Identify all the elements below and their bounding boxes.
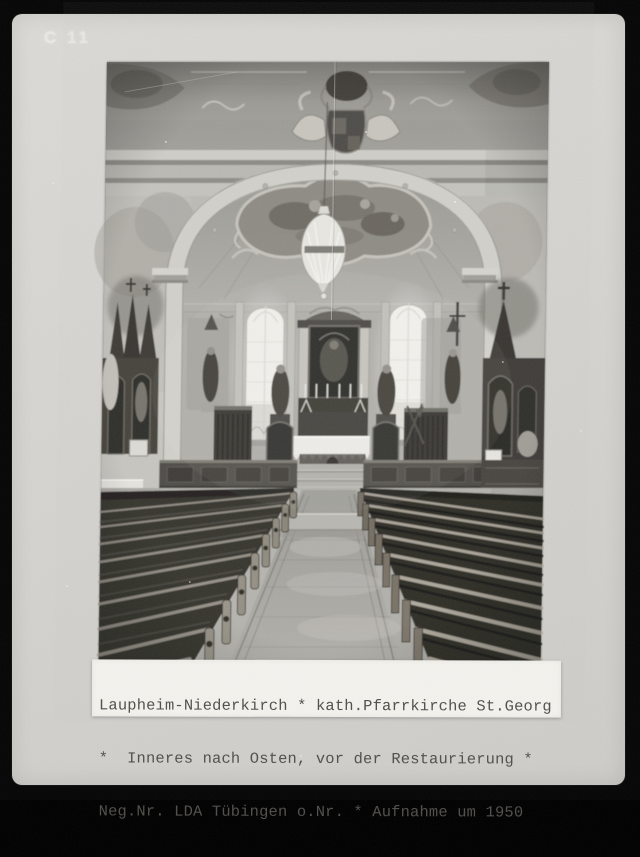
caption-line-1: Laupheim-Niederkirch * kath.Pfarrkirche St.Georg xyxy=(98,696,552,716)
caption-line-2: * Inneres nach Osten, vor der Restaurierung * xyxy=(98,749,533,769)
caption-line-3: Neg.Nr. LDA Tübingen o.Nr. * Aufnahme um 1950 xyxy=(98,802,524,822)
corner-mark: C 11 xyxy=(44,28,91,47)
church-interior-photograph xyxy=(99,62,549,662)
caption-label xyxy=(92,659,561,822)
dust-speck xyxy=(52,182,54,184)
film-grain xyxy=(99,62,549,662)
dust-speck xyxy=(580,430,582,432)
photo-scene xyxy=(99,62,549,662)
dust-speck xyxy=(66,585,68,587)
